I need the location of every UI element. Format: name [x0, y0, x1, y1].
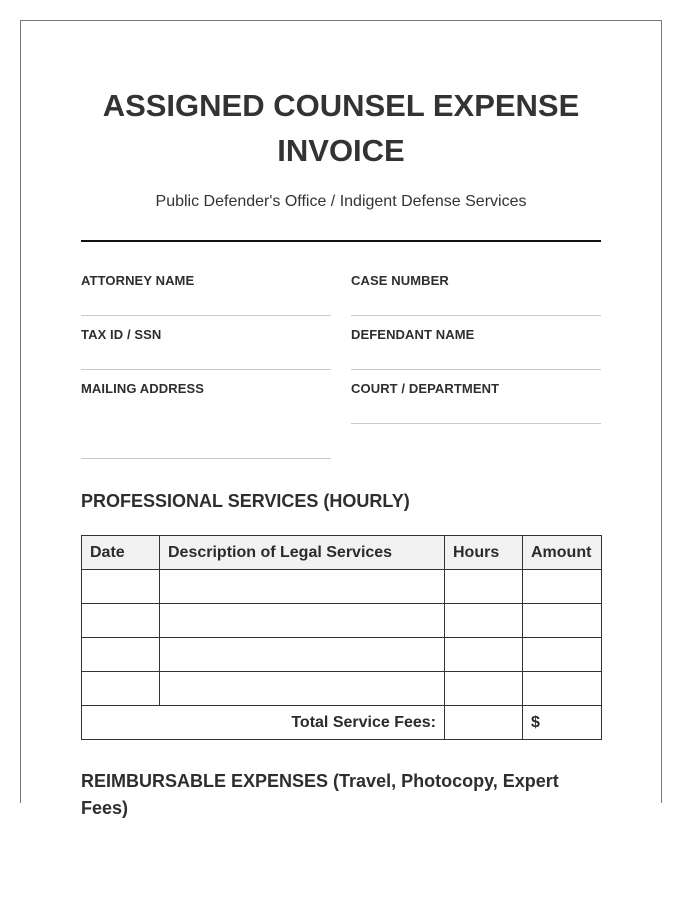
amount-cell[interactable] — [523, 604, 602, 638]
hours-cell[interactable] — [445, 638, 523, 672]
date-cell[interactable] — [82, 570, 160, 604]
total-amount-cell[interactable]: $ — [523, 706, 602, 740]
case-number-field[interactable] — [351, 315, 601, 316]
invoice-page — [20, 20, 662, 818]
date-cell[interactable] — [82, 638, 160, 672]
page-subtitle: Public Defender's Office / Indigent Defense Services — [155, 193, 527, 210]
description-cell[interactable] — [160, 672, 445, 706]
hours-cell[interactable] — [445, 570, 523, 604]
court-department-label: COURT / DEPARTMENT — [351, 381, 500, 396]
description-cell[interactable] — [160, 638, 445, 672]
amount-cell[interactable] — [523, 638, 602, 672]
hours-cell[interactable] — [445, 604, 523, 638]
date-cell[interactable] — [82, 604, 160, 638]
defendant-name-label: DEFENDANT NAME — [351, 327, 475, 342]
services-section-title: PROFESSIONAL SERVICES (HOURLY) — [81, 491, 410, 511]
table-row — [82, 570, 602, 604]
table-row — [82, 672, 602, 706]
hours-cell[interactable] — [445, 672, 523, 706]
amount-cell[interactable] — [523, 570, 602, 604]
page-title — [21, 83, 661, 173]
total-row — [82, 706, 602, 740]
mailing-address-label: MAILING ADDRESS — [81, 381, 205, 396]
expenses-section-title: REIMBURSABLE EXPENSES (Travel, Photocopy, Expert Fees) — [81, 771, 559, 818]
total-service-fees-label: Total Service Fees: — [82, 706, 445, 740]
amount-cell[interactable] — [523, 672, 602, 706]
mailing-address-field[interactable] — [81, 458, 331, 459]
column-header-hours: Hours — [445, 536, 523, 570]
defendant-name-field[interactable] — [351, 369, 601, 370]
title-line-2: INVOICE — [277, 133, 405, 168]
header-divider — [81, 240, 601, 242]
table-row — [82, 604, 602, 638]
title-line-1: ASSIGNED COUNSEL EXPENSE — [102, 88, 580, 123]
attorney-name-label: ATTORNEY NAME — [81, 273, 195, 288]
date-cell[interactable] — [82, 672, 160, 706]
column-header-date: Date — [82, 536, 160, 570]
table-header-row — [82, 536, 602, 570]
tax-id-field[interactable] — [81, 369, 331, 370]
case-number-label: CASE NUMBER — [351, 273, 449, 288]
total-hours-cell[interactable] — [445, 706, 523, 740]
attorney-name-field[interactable] — [81, 315, 331, 316]
tax-id-label: TAX ID / SSN — [81, 327, 162, 342]
services-table — [81, 535, 602, 740]
column-header-amount: Amount — [523, 536, 602, 570]
description-cell[interactable] — [160, 604, 445, 638]
table-row — [82, 638, 602, 672]
column-header-description: Description of Legal Services — [160, 536, 445, 570]
description-cell[interactable] — [160, 570, 445, 604]
court-department-field[interactable] — [351, 423, 601, 424]
